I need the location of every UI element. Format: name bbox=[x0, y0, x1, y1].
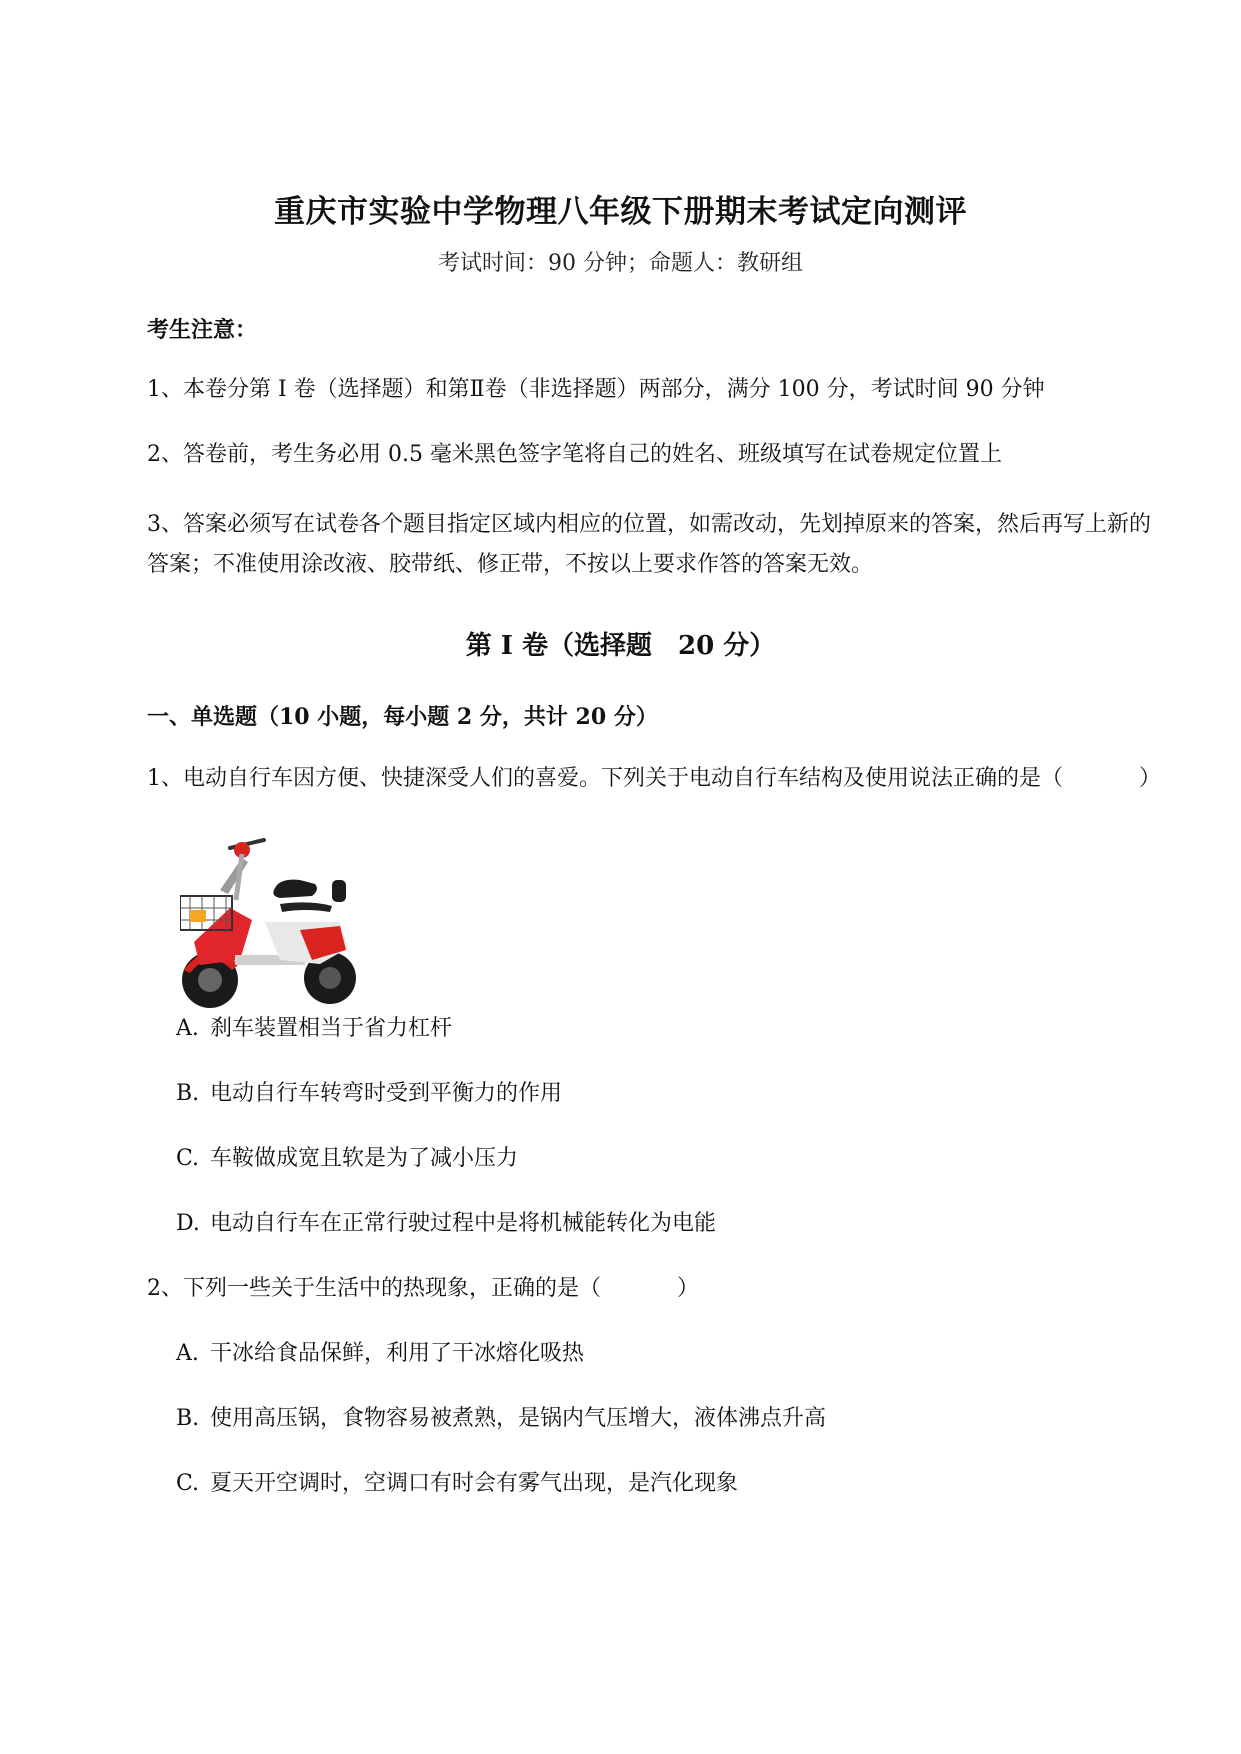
question-2-stem: 2、下列一些关于生活中的热现象，正确的是（ bbox=[147, 1276, 601, 1301]
page-title: 重庆市实验中学物理八年级下册期末考试定向测评 bbox=[274, 194, 967, 230]
question-1-stem: 1、电动自行车因方便、快捷深受人们的喜爱。下列关于电动自行车结构及使用说法正确的是（ bbox=[147, 766, 1064, 791]
q1-option-a: A. 刹车装置相当于省力杠杆 bbox=[176, 1016, 453, 1041]
question-1 bbox=[147, 762, 1161, 796]
question-2 bbox=[147, 1272, 699, 1306]
part-heading: 一、单选题（10 小题，每小题 2 分，共计 20 分） bbox=[147, 704, 658, 730]
notice-item-3: 3、答案必须写在试卷各个题目指定区域内相应的位置，如需改动，先划掉原来的答案，然后再写上新的答案；不准使用涂改液、胶带纸、修正带，不按以上要求作答的答案无效。 bbox=[147, 512, 1152, 577]
question-1-paren-close: ） bbox=[1139, 766, 1162, 791]
electric-scooter-image bbox=[180, 830, 370, 1020]
q1-option-b: B. 电动自行车转弯时受到平衡力的作用 bbox=[176, 1081, 563, 1106]
notice-item-2: 2、答卷前，考生务必用 0.5 毫米黑色签字笔将自己的姓名、班级填写在试卷规定位置上 bbox=[147, 442, 1002, 467]
q2-option-c: C. 夏天开空调时，空调口有时会有雾气出现，是汽化现象 bbox=[176, 1471, 739, 1496]
q1-option-d: D. 电动自行车在正常行驶过程中是将机械能转化为电能 bbox=[176, 1211, 717, 1236]
q1-option-c: C. 车鞍做成宽且软是为了减小压力 bbox=[176, 1146, 519, 1171]
q2-option-b: B. 使用高压锅，食物容易被煮熟，是锅内气压增大，液体沸点升高 bbox=[176, 1406, 827, 1431]
notice-heading: 考生注意： bbox=[147, 317, 258, 343]
question-2-paren-close: ） bbox=[677, 1276, 700, 1301]
section-title: 第 I 卷（选择题 20 分） bbox=[465, 631, 776, 661]
exam-info: 考试时间：90 分钟；命题人：教研组 bbox=[438, 251, 803, 276]
notice-item-1: 1、本卷分第 I 卷（选择题）和第Ⅱ卷（非选择题）两部分，满分 100 分，考试时间 90 分钟 bbox=[147, 377, 1045, 402]
q2-option-a: A. 干冰给食品保鲜，利用了干冰熔化吸热 bbox=[176, 1341, 585, 1366]
